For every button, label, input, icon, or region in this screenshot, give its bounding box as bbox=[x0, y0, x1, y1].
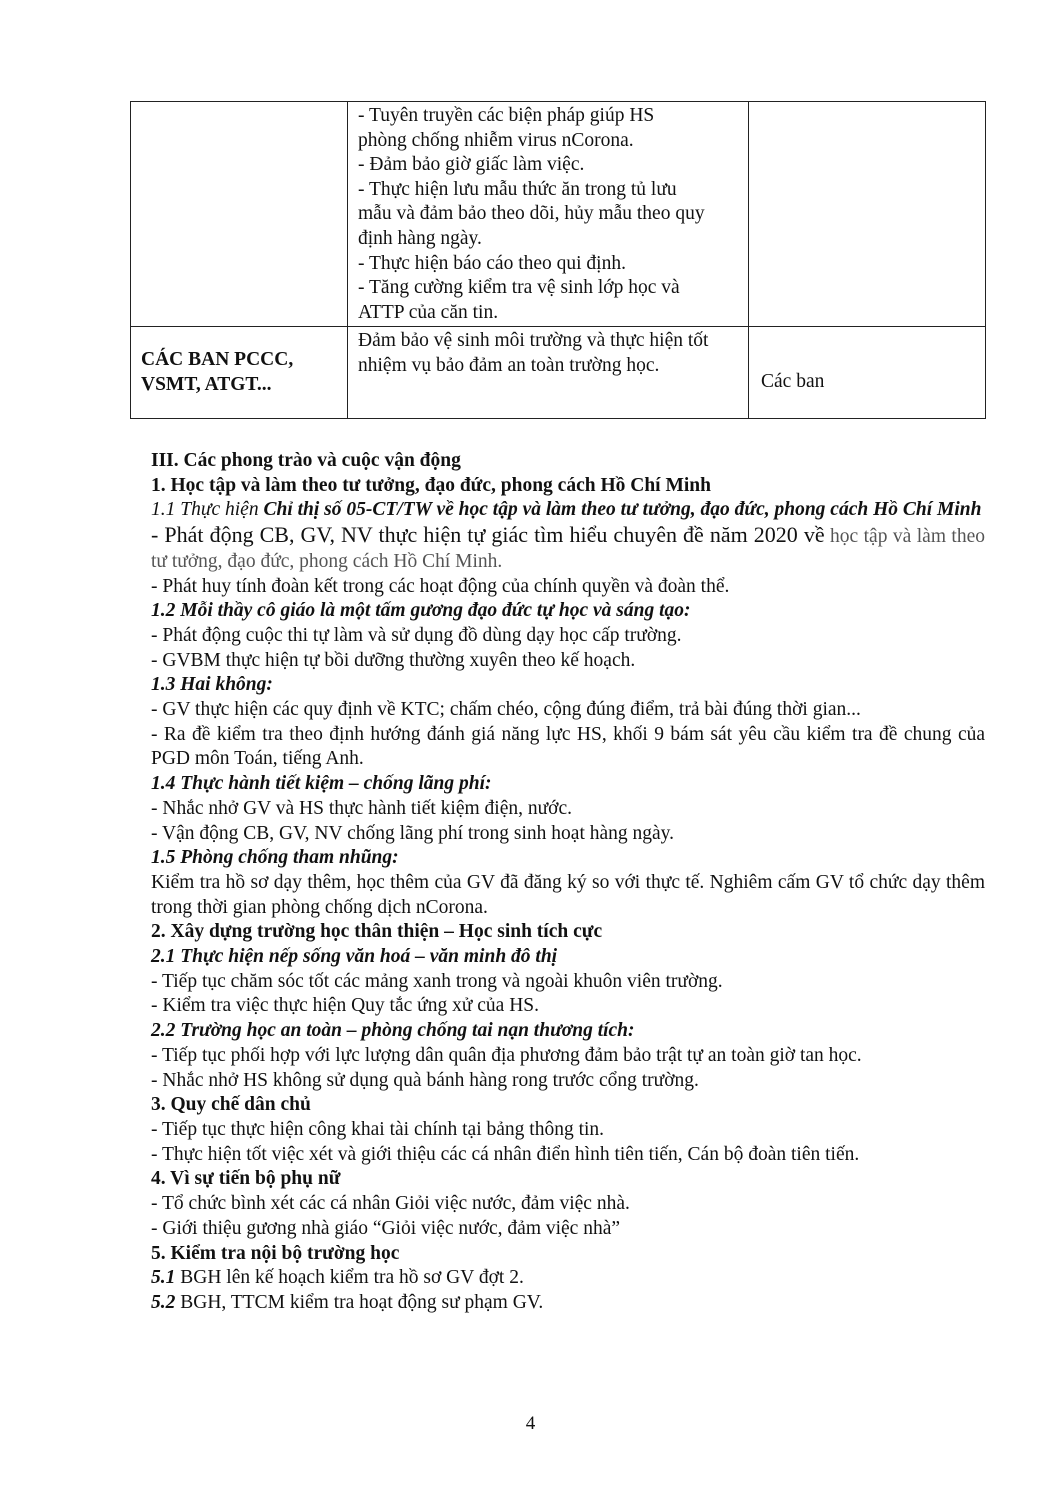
paragraph: - Tổ chức bình xét các cá nhân Giỏi việc nước, đảm việc nhà. bbox=[151, 1193, 630, 1215]
table-line: Đảm bảo vệ sinh môi trường và thực hiện tốt bbox=[358, 330, 709, 351]
table-row bbox=[131, 327, 986, 419]
item-text: BGH, TTCM kiểm tra hoạt động sư phạm GV. bbox=[175, 1291, 544, 1313]
table-line: định hàng ngày. bbox=[358, 227, 482, 249]
paragraph: - Ra đề kiểm tra theo định hướng đánh giá năng lực HS, khối 9 bám sát yêu cầu kiểm tra đề chung của PGD môn Toán, tiếng Anh. bbox=[151, 723, 985, 770]
paragraph: - Vận động CB, GV, NV chống lãng phí trong sinh hoạt hàng ngày. bbox=[151, 822, 675, 844]
paragraph: - Phát huy tính đoàn kết trong các hoạt động của chính quyền và đoàn thể. bbox=[151, 575, 730, 597]
table-cell-responsible bbox=[749, 327, 986, 419]
subsection-heading: 5. Kiểm tra nội bộ trường học bbox=[151, 1242, 400, 1264]
table-line: - Tuyên truyền các biện pháp giúp HS bbox=[358, 105, 655, 126]
item-heading-prefix: 1.1 Thực hiện bbox=[151, 499, 264, 521]
item-heading: 1.3 Hai không: bbox=[151, 674, 273, 696]
item-number: 5.1 bbox=[151, 1267, 176, 1289]
item-text: BGH lên kế hoạch kiểm tra hồ sơ GV đợt 2. bbox=[175, 1267, 524, 1289]
table-line: - Thực hiện lưu mẫu thức ăn trong tủ lưu bbox=[358, 178, 677, 200]
table-row bbox=[131, 102, 986, 327]
paragraph: - Nhắc nhở GV và HS thực hành tiết kiệm điện, nước. bbox=[151, 797, 573, 819]
item-heading-rest: Chỉ thị số 05-CT/TW về học tập và làm theo tư tưởng, đạo đức, phong cách Hồ Chí Minh bbox=[263, 499, 982, 521]
paragraph bbox=[151, 1291, 985, 1316]
table-cell-content bbox=[348, 327, 749, 419]
paragraph: - Kiểm tra việc thực hiện Quy tắc ứng xử của HS. bbox=[151, 995, 540, 1017]
responsible-text: Các ban bbox=[761, 371, 825, 392]
section-heading: III. Các phong trào và cuộc vận động bbox=[151, 450, 461, 471]
paragraph: - Thực hiện tốt việc xét và giới thiệu các cá nhân điển hình tiên tiến, Cán bộ đoàn tiên tiến. bbox=[151, 1143, 860, 1165]
paragraph-tail: học tập và làm theo tư tưởng, đạo đức, phong cách Hồ Chí Minh. bbox=[151, 526, 985, 572]
paragraph: - Giới thiệu gương nhà giáo “Giỏi việc nước, đảm việc nhà” bbox=[151, 1217, 621, 1239]
paragraph bbox=[151, 1266, 985, 1291]
paragraph bbox=[151, 523, 985, 574]
page-number: 4 bbox=[525, 1413, 536, 1434]
subsection-heading: 3. Quy chế dân chủ bbox=[151, 1094, 311, 1116]
paragraph: - Tiếp tục chăm sóc tốt các mảng xanh trong và ngoài khuôn viên trường. bbox=[151, 970, 723, 992]
paragraph: - Phát động cuộc thi tự làm và sử dụng đồ dùng dạy học cấp trường. bbox=[151, 624, 682, 646]
item-heading bbox=[151, 498, 985, 523]
table-line: ATTP của căn tin. bbox=[358, 301, 499, 323]
unit-name-line: CÁC BAN PCCC, bbox=[141, 349, 294, 370]
table-cell-unit bbox=[131, 327, 348, 419]
table-cell-responsible bbox=[749, 102, 986, 327]
table-cell-content bbox=[348, 102, 749, 327]
item-heading: 1.4 Thực hành tiết kiệm – chống lãng phí: bbox=[151, 773, 492, 795]
item-heading: 1.5 Phòng chống tham nhũng: bbox=[151, 847, 399, 869]
table-cell-unit bbox=[131, 102, 348, 327]
paragraph: - Tiếp tục thực hiện công khai tài chính tại bảng thông tin. bbox=[151, 1118, 605, 1140]
paragraph-lead: - Phát động CB, GV, NV thực hiện tự giác tìm hiểu chuyên đề năm 2020 về bbox=[151, 522, 825, 548]
table-line: - Thực hiện báo cáo theo qui định. bbox=[358, 252, 626, 274]
item-heading: 1.2 Mỗi thầy cô giáo là một tấm gương đạo đức tự học và sáng tạo: bbox=[151, 600, 691, 622]
paragraph: - GVBM thực hiện tự bồi dưỡng thường xuyên theo kế hoạch. bbox=[151, 649, 636, 671]
subsection-heading: 1. Học tập và làm theo tư tưởng, đạo đức, phong cách Hồ Chí Minh bbox=[151, 474, 711, 496]
paragraph: - Tiếp tục phối hợp với lực lượng dân quân địa phương đảm bảo trật tự an toàn giờ tan học. bbox=[151, 1044, 862, 1066]
table-line: - Đảm bảo giờ giấc làm việc. bbox=[358, 154, 585, 176]
table-line: nhiệm vụ bảo đảm an toàn trường học. bbox=[358, 354, 660, 376]
paragraph: - Nhắc nhở HS không sử dụng quà bánh hàng rong trước cổng trường. bbox=[151, 1069, 699, 1091]
table-line: - Tăng cường kiểm tra vệ sinh lớp học và bbox=[358, 277, 680, 299]
unit-name-line: VSMT, ATGT... bbox=[141, 374, 272, 395]
item-number: 5.2 bbox=[151, 1291, 176, 1313]
paragraph: Kiểm tra hồ sơ dạy thêm, học thêm của GV đã đăng ký so với thực tế. Nghiêm cấm GV tổ chức dạy thêm trong thời gian phòng chống dịch nCorona. bbox=[151, 871, 985, 918]
task-table bbox=[130, 101, 986, 419]
subsection-heading: 2. Xây dựng trường học thân thiện – Học sinh tích cực bbox=[151, 921, 603, 943]
table-line: mẫu và đảm bảo theo dõi, hủy mẫu theo quy bbox=[358, 203, 705, 225]
paragraph: - GV thực hiện các quy định về KTC; chấm chéo, cộng đúng điểm, trả bài đúng thời gian... bbox=[151, 699, 861, 721]
item-heading: 2.1 Thực hiện nếp sống văn hoá – văn minh đô thị bbox=[151, 946, 558, 968]
section-body bbox=[151, 449, 985, 1316]
item-heading: 2.2 Trường học an toàn – phòng chống tai nạn thương tích: bbox=[151, 1020, 635, 1042]
table-line: phòng chống nhiễm virus nCorona. bbox=[358, 129, 634, 151]
subsection-heading: 4. Vì sự tiến bộ phụ nữ bbox=[151, 1168, 341, 1190]
